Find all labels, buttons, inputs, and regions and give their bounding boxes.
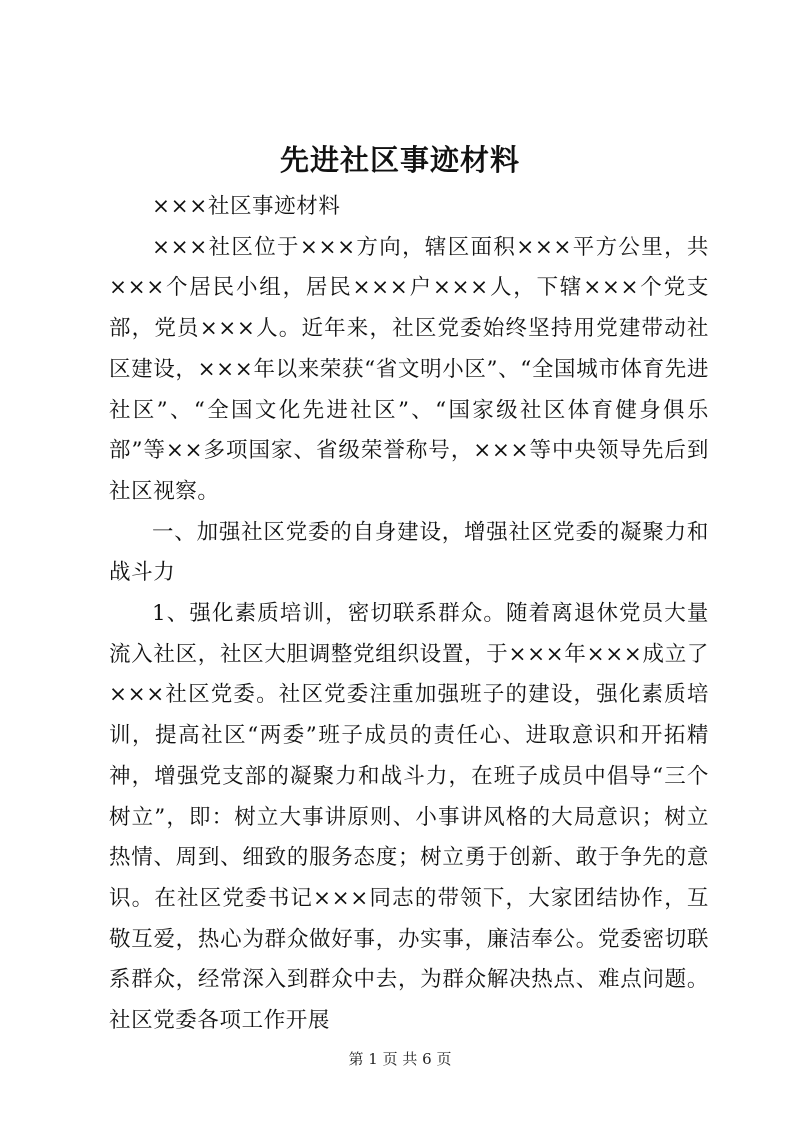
section-heading-1: 一、加强社区党委的自身建设，增强社区党委的凝聚力和战斗力 (109, 519, 709, 586)
paragraph-subtitle: ×××社区事迹材料 (152, 194, 341, 219)
document-body (109, 187, 709, 1042)
paragraph-section-1-item-1: 1、强化素质培训，密切联系群众。随着离退休党员大量流入社区，社区大胆调整党组织设置，于×××年×××成立了×××社区党委。社区党委注重加强班子的建设，强化素质培训，提高社区“两委”班子成员的责任心、进取意识和开拓精神，增强党支部的凝聚力和战斗力，在班子成员中倡导“三个树立”，即：树立大事讲原则、小事讲风格的大局意识；树立热情、周到、细致的服务态度；树立勇于创新、敢于争先的意识。在社区党委书记×××同志的带领下，大家团结协作，互敬互爱，热心为群众做好事，办实事，廉洁奉公。党委密切联系群众，经常深入到群众中去，为群众解决热点、难点问题。社区党委各项工作开展 (109, 601, 709, 1034)
document-title: 先进社区事迹材料 (279, 143, 520, 177)
page-footer: 第 1 页 共 6 页 (348, 1050, 452, 1068)
paragraph-intro: ×××社区位于×××方向，辖区面积×××平方公里，共×××个居民小组，居民×××户×××人，下辖×××个党支部，党员×××人。近年来，社区党委始终坚持用党建带动社区建设，×××年以来荣获“省文明小区”、“全国城市体育先进社区”、“全国文化先进社区”、“国家级社区体育健身俱乐部”等××多项国家、省级荣誉称号，×××等中央领导先后到社区视察。 (109, 234, 709, 504)
